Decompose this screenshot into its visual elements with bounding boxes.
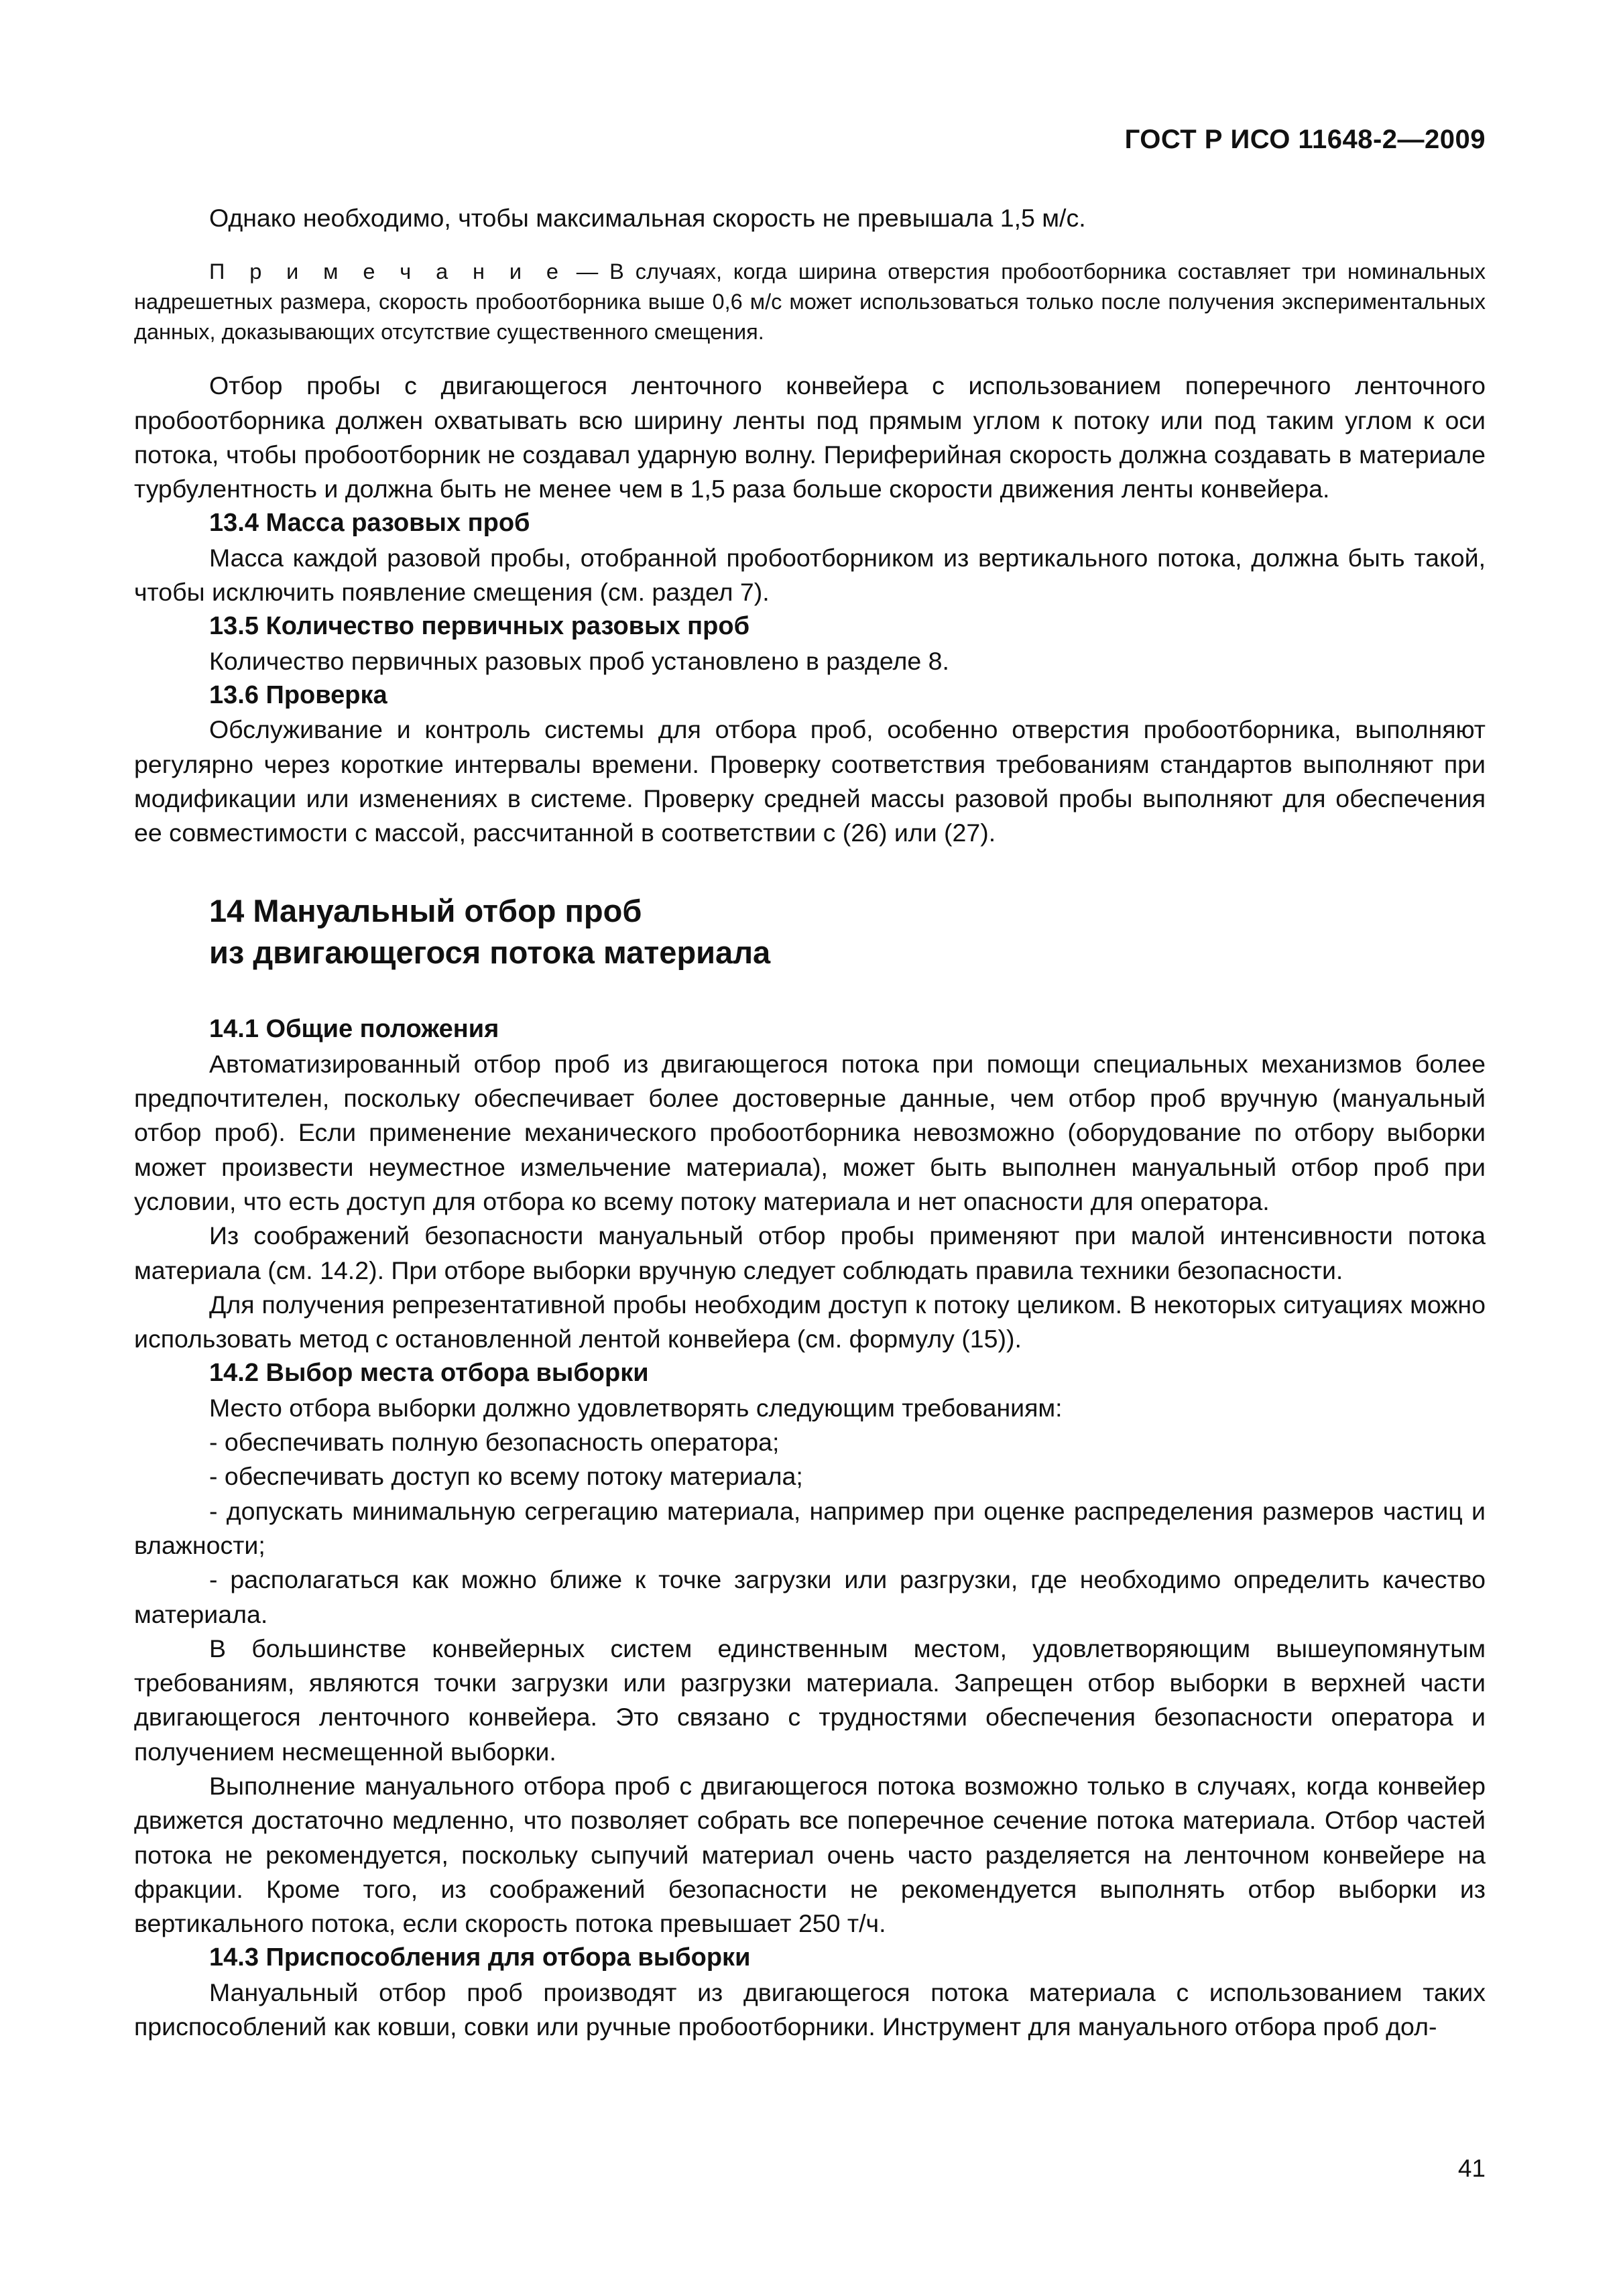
section-heading-13-5: 13.5 Количество первичных разовых проб [209,612,750,641]
list-item: - допускать минимальную сегрегацию материала, например при оценке распределения размеров частиц и влажности; [134,1496,1486,1559]
paragraph: Из соображений безопасности мануальный отбор пробы применяют при малой интенсивности потока материала (см. 14.2). При отборе выборки вручную следует соблюдать правила техники безопасности. [134,1221,1486,1284]
section-heading-13-4: 13.4 Масса разовых проб [209,509,530,538]
paragraph: Однако необходимо, чтобы максимальная скорость не превышала 1,5 м/с. [209,204,1086,232]
chapter-heading-14 [134,890,1486,973]
paragraph: Отбор пробы с двигающегося ленточного конвейера с использованием поперечного ленточного пробоотборника должен охватывать всю ширину ленты под прямым углом к потоку или под таким углом к оси потока, чтобы пробоотборник не создавал ударную волну. Периферийная скорость должна создавать в материале турбулентность и должна быть не менее чем в 1,5 раза больше скорости движения ленты конвейера. [134,371,1486,503]
section-heading-14-1: 14.1 Общие положения [209,1015,499,1044]
section-heading-14-2: 14.2 Выбор места отбора выборки [209,1359,649,1388]
document-header: ГОСТ Р ИСО 11648-2—2009 [1124,125,1486,154]
section-heading-14-3: 14.3 Приспособления для отбора выборки [209,1943,751,1972]
note-label: П р и м е ч а н и е [209,259,565,284]
paragraph: Масса каждой разовой пробы, отобранной пробоотборником из вертикального потока, должна быть такой, чтобы исключить появление смещения (см. раздел 7). [134,543,1486,607]
section-heading-13-6: 13.6 Проверка [209,680,387,709]
list-item: - обеспечивать полную безопасность оператора; [209,1428,780,1457]
paragraph: Место отбора выборки должно удовлетворять следующим требованиям: [209,1393,1063,1422]
chapter-heading-line-1: 14 Мануальный отбор проб [209,893,642,929]
note [134,257,1486,347]
list-item: - обеспечивать доступ ко всему потоку материала; [209,1462,803,1491]
paragraph: Выполнение мануального отбора проб с двигающегося потока возможно только в случаях, когда конвейер движется достаточно медленно, что позволяет собрать все поперечное сечение потока материала. Отбор частей потока не рекомендуется, поскольку сыпучий материал очень часто разделяется на ленточном конвейере на фракции. Кроме того, из соображений безопасности не рекомендуется выполнять отбор выборки из вертикального потока, если скорость потока превышает 250 т/ч. [134,1771,1486,1938]
page-number: 41 [1457,2155,1486,2182]
paragraph: В большинстве конвейерных систем единственным местом, удовлетворяющим вышеупомянутым требованиям, являются точки загрузки или разгрузки материала. Запрещен отбор выборки в верхней части двигающегося ленточного конвейера. Это связано с трудностями обеспечения безопасности оператора и получением несмещенной выборки. [134,1634,1486,1766]
chapter-heading-line-2: из двигающегося потока материала [209,934,771,971]
paragraph: Автоматизированный отбор проб из двигающегося потока при помощи специальных механизмов более предпочтителен, поскольку обеспечивает более достоверные данные, чем отбор проб вручную (мануальный отбор проб). Если применение механического пробоотборника невозможно (оборудование по отбору выборки может произвести неуместное измельчение материала), может быть выполнен мануальный отбор проб при условии, что есть доступ для отбора ко всему потоку материала и нет опасности для оператора. [134,1049,1486,1215]
paragraph: Обслуживание и контроль системы для отбора проб, особенно отверстия пробоотборника, выполняют регулярно через короткие интервалы времени. Проверку соответствия требованиям стандартов выполняют при модификации или изменениях в системе. Проверку средней массы разовой пробы выполняют для обеспечения ее совместимости с массой, рассчитанной в соответствии с (26) или (27). [134,715,1486,847]
paragraph: Для получения репрезентативной пробы необходим доступ к потоку целиком. В некоторых ситуациях можно использовать метод с остановленной лентой конвейера (см. формулу (15)). [134,1290,1486,1353]
document-body [134,201,1486,2044]
paragraph: Количество первичных разовых проб установлено в разделе 8. [209,646,949,675]
list-item: - располагаться как можно ближе к точке загрузки или разгрузки, где необходимо определить качество материала. [134,1565,1486,1628]
paragraph: Мануальный отбор проб производят из двигающегося потока материала с использованием таких приспособлений как ковши, совки или ручные пробоотборники. Инструмент для мануального отбора проб дол- [134,1978,1486,2041]
note-text: — В случаях, когда ширина отверстия пробоотборника составляет три номинальных надрешетных размера, скорость пробоотборника выше 0,6 м/с может использоваться только после получения экспериментальных данных, доказывающих отсутствие существенного смещения. [134,259,1486,345]
